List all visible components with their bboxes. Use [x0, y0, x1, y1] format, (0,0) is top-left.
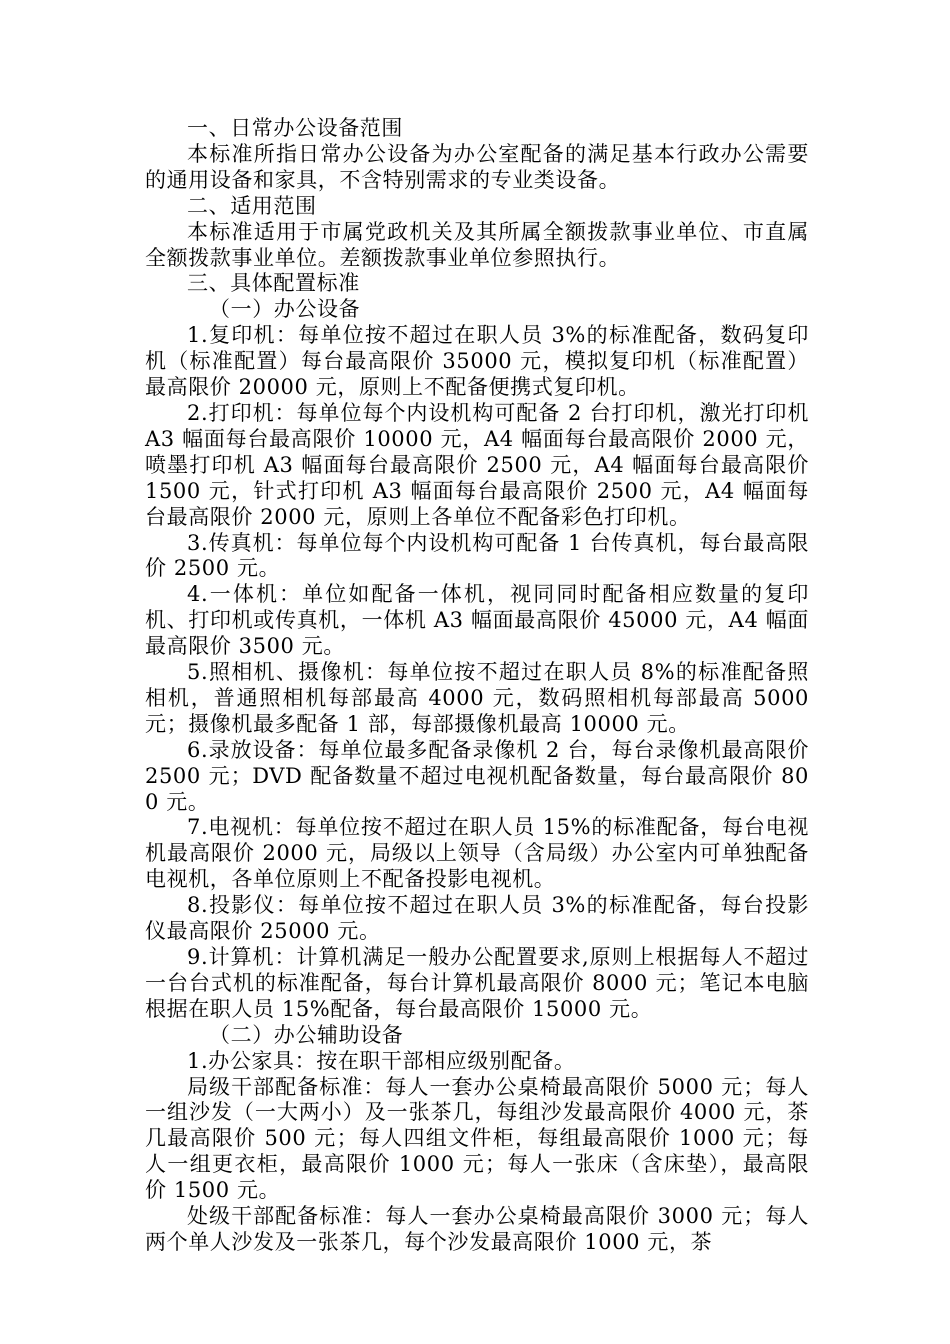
subheading-auxiliary-equipment: （二）办公辅助设备: [209, 1022, 404, 1047]
paragraph-scope: 本标准所指日常办公设备为办公室配备的满足基本行政办公需要的通用设备和家具，不含特别需求的专业类设备。: [145, 141, 809, 192]
item-television: 7.电视机：每单位按不超过在职人员 15%的标准配备，每台电视机最高限价 2000 元，局级以上领导（含局级）办公室内可单独配备电视机，各单位原则上不配备投影电视机。: [145, 815, 809, 892]
paragraph-bureau-level: 局级干部配备标准：每人一套办公桌椅最高限价 5000 元；每人一组沙发（一大两小）及一张茶几，每组沙发最高限价 4000 元，茶几最高限价 500 元；每人四组文件柜，每组最高限价 1000 元；每人一组更衣柜，最高限价 1000 元；每人一张床（含床垫），最高限价 1500 元。: [145, 1074, 809, 1203]
heading-standards: 三、具体配置标准: [187, 271, 360, 296]
item-furniture: 1.办公家具：按在职干部相应级别配备。: [187, 1048, 576, 1073]
heading-scope: 一、日常办公设备范围: [187, 116, 403, 140]
item-computer: 9.计算机：计算机满足一般办公配置要求,原则上根据每人不超过一台台式机的标准配备，每台计算机最高限价 8000 元；笔记本电脑根据在职人员 15%配备，每台最高限价 15000 元。: [145, 945, 809, 1021]
item-printer: 2.打印机：每单位每个内设机构可配备 2 台打印机，激光打印机 A3 幅面每台最高限价 10000 元，A4 幅面每台最高限价 2000 元，喷墨打印机 A3 幅面每台最高限价 2500 元，A4 幅面每台最高限价 1500 元，针式打印机 A3 幅面每台最高限价 2500 元，A4 幅面每台最高限价 2000 元，原则上各单位不配备彩色打印机。: [145, 400, 809, 529]
item-fax: 3.传真机：每单位每个内设机构可配备 1 台传真机，每台最高限价 2500 元。: [145, 530, 809, 581]
subheading-office-equipment: （一）办公设备: [209, 297, 361, 322]
item-projector: 8.投影仪：每单位按不超过在职人员 3%的标准配备，每台投影仪最高限价 25000 元。: [145, 893, 809, 944]
item-copier: 1.复印机：每单位按不超过在职人员 3%的标准配备，数码复印机（标准配置）每台最高限价 35000 元，模拟复印机（标准配置）最高限价 20000 元，原则上不配备便携式复印机。: [145, 323, 809, 400]
document-body: [145, 116, 809, 1256]
paragraph-division-level: 处级干部配备标准：每人一套办公桌椅最高限价 3000 元；每人两个单人沙发及一张茶几，每个沙发最高限价 1000 元，茶: [145, 1204, 809, 1254]
item-all-in-one: 4.一体机：单位如配备一体机，视同同时配备相应数量的复印机、打印机或传真机，一体机 A3 幅面最高限价 45000 元，A4 幅面最高限价 3500 元。: [145, 582, 809, 659]
item-camera: 5.照相机、摄像机：每单位按不超过在职人员 8%的标准配备照相机，普通照相机每部最高 4000 元，数码照相机每部最高 5000 元；摄像机最多配备 1 部，每部摄像机最高 10000 元。: [145, 660, 809, 736]
heading-applicability: 二、适用范围: [187, 193, 317, 218]
item-recorder: 6.录放设备：每单位最多配备录像机 2 台，每台录像机最高限价 2500 元；DVD 配备数量不超过电视机配备数量，每台最高限价 800 元。: [145, 737, 809, 814]
paragraph-applicability: 本标准适用于市属党政机关及其所属全额拨款事业单位、市直属全额拨款事业单位。差额拨款事业单位参照执行。: [145, 219, 809, 270]
